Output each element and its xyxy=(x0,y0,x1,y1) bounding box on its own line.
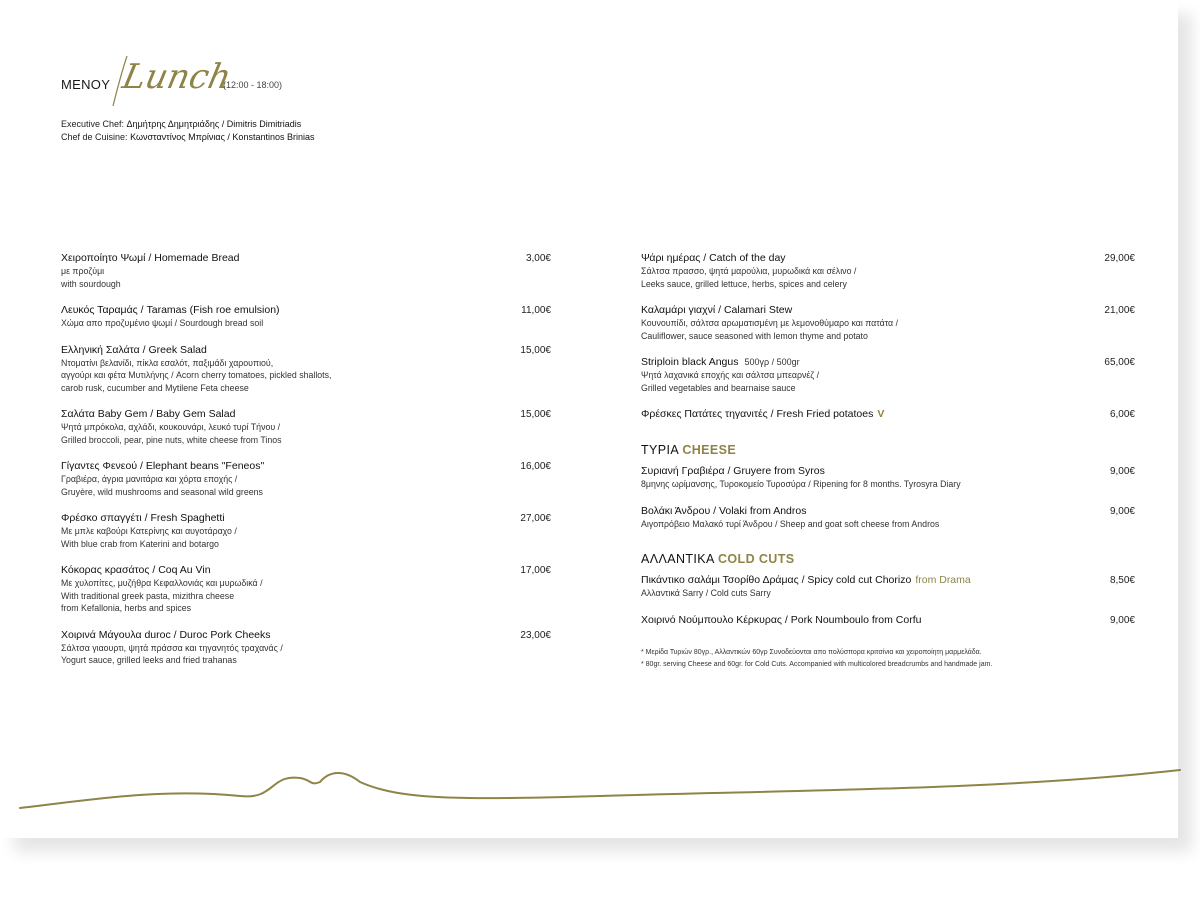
menu-item-name xyxy=(641,574,1135,587)
menu-item-title: Συριανή Γραβιέρα / Gruyere from Syros xyxy=(641,465,825,477)
menu-item-description: Σάλτσα πρασσο, ψητά μαρούλια, μυρωδικά και σέλινο / xyxy=(641,266,857,276)
menu-item xyxy=(641,614,1135,627)
menu-item-title: Βολάκι Άνδρου / Volaki from Andros xyxy=(641,504,807,517)
menu-item-price: 21,00€ xyxy=(1104,305,1135,316)
menu-item-name xyxy=(61,304,551,317)
executive-chef-name: Δημήτρης Δημητριάδης / Dimitris Dimitriadis xyxy=(126,119,302,129)
menu-item-name xyxy=(641,304,1135,317)
cheese-section-title xyxy=(641,443,1135,457)
menu-item-name xyxy=(61,252,551,265)
lunch-hours: (12:00 - 18:00) xyxy=(223,80,283,90)
menu-item-price: 9,00€ xyxy=(1109,505,1135,517)
menu-item xyxy=(641,252,1135,290)
menu-item-price: 16,00€ xyxy=(520,461,551,472)
menu-item-description: Ψητά μπρόκολα, αχλάδι, κουκουνάρι, λευκό τυρί Τήνου / xyxy=(61,422,281,432)
menu-item-name xyxy=(61,408,551,421)
menu-item xyxy=(61,512,551,550)
menu-item-title: Κόκορας κρασάτος / Coq Au Vin xyxy=(61,564,211,576)
menu-item-description: 8μηνης ωρίμανσης, Τυροκομείο Τυροσύρα / Ripening for 8 months. Tyrosyra Diary xyxy=(641,479,961,489)
footnote-greek: * Μερίδα Τυριών 80γρ., Αλλαντικών 60γρ Συνοδεύονται απο πολύσπορα κριτσίνια και χειροποίητη μαρμελάδα. xyxy=(641,648,982,656)
menu-item-description: Yogurt sauce, grilled leeks and fried trahanas xyxy=(61,655,237,665)
menu-item xyxy=(61,304,551,330)
chef-de-cuisine-line xyxy=(61,131,314,144)
menu-item-name xyxy=(61,564,551,577)
menu-item-name xyxy=(641,252,1135,265)
menu-item-description: Σάλτσα γιαουρτι, ψητά πράσσα και τηγανητός τραχανάς / xyxy=(61,642,283,653)
menu-item-name xyxy=(61,629,551,642)
lunch-script-text: Lunch xyxy=(119,57,235,97)
menu-item-description: with sourdough xyxy=(61,278,121,289)
menu-item xyxy=(641,465,1135,491)
menu-item xyxy=(641,574,1135,600)
executive-chef-line xyxy=(61,118,314,131)
left-menu-column xyxy=(61,252,551,681)
menu-item-price: 3,00€ xyxy=(525,253,551,264)
cheese-title-gr: ΤΥΡΙΑ xyxy=(641,443,679,457)
menu-item-title: Σαλάτα Baby Gem / Baby Gem Salad xyxy=(61,408,236,420)
menu-item xyxy=(641,408,1135,421)
menu-item xyxy=(641,304,1135,342)
menu-item-description: Χώμα απο προζυμένιο ψωμί / Sourdough bread soil xyxy=(61,318,264,328)
coldcuts-section-title xyxy=(641,552,1135,566)
chef-de-cuisine-name: Κωνσταντίνος Μπρίνιας / Konstantinos Brinias xyxy=(130,132,315,142)
menu-item-description: Με χυλοπίτες, μυζήθρα Κεφαλλονιάς και μυρωδικά / xyxy=(61,578,263,588)
menu-item-title: Καλαμάρι γιαχνί / Calamari Stew xyxy=(641,304,793,316)
menu-item xyxy=(61,564,551,615)
menu-item-price: 17,00€ xyxy=(520,565,551,576)
footnote-english: * 80gr. serving Cheese and 60gr. for Cold Cuts. Accompanied with multicolored breadcrumbs and handmade jam. xyxy=(641,660,993,668)
cheese-title-en: CHEESE xyxy=(682,443,737,457)
menu-item-price: 15,00€ xyxy=(520,409,551,420)
menu-item xyxy=(61,344,551,395)
coldcuts-title-gr: ΑΛΛΑΝΤΙΚΑ xyxy=(641,552,715,566)
footnotes xyxy=(641,647,1135,671)
menu-item-name xyxy=(61,460,551,473)
menu-item-title: Φρέσκο σπαγγέτι / Fresh Spaghetti xyxy=(61,512,225,524)
menu-item-name xyxy=(641,356,1135,369)
executive-chef-label: Executive Chef: xyxy=(61,119,125,129)
menu-item-price: 65,00€ xyxy=(1104,357,1135,368)
menu-item-description: Grilled vegetables and bearnaise sauce xyxy=(641,382,796,393)
menu-item-description: carob rusk, cucumber and Mytilene Feta cheese xyxy=(61,382,249,393)
menu-item-name xyxy=(641,408,1135,421)
menu-item-name xyxy=(61,512,551,525)
menu-item xyxy=(61,629,551,667)
menu-item-price: 9,00€ xyxy=(1109,614,1135,626)
coldcuts-title-en: COLD CUTS xyxy=(717,552,795,566)
menu-item-description: With traditional greek pasta, mizithra cheese xyxy=(61,590,235,601)
menu-item-description: Ψητά λαχανικά εποχής και σάλτσα μπεαρνέζ / xyxy=(641,370,820,380)
menu-item-description: Leeks sauce, grilled lettuce, herbs, spices and celery xyxy=(641,278,847,289)
right-menu-column xyxy=(641,252,1135,671)
menu-item-description: Gruyère, wild mushrooms and seasonal wild greens xyxy=(61,486,263,497)
coldcuts-list xyxy=(641,574,1135,627)
cheese-list xyxy=(641,465,1135,530)
menu-item-origin: from Drama xyxy=(915,574,971,586)
menu-item-name xyxy=(641,465,1135,478)
menu-item-title: Striploin black Angus xyxy=(641,356,739,368)
menu-item-title: Λευκός Ταραμάς / Taramas (Fish roe emulsion) xyxy=(61,304,280,316)
menu-item-price: 6,00€ xyxy=(1109,409,1135,420)
menu-item-price: 8,50€ xyxy=(1109,575,1135,586)
decorative-wave-line xyxy=(0,760,1200,820)
menu-item-description: αγγούρι και φέτα Μυτιλήνης / Acorn cherry tomatoes, pickled shallots, xyxy=(61,370,332,380)
menu-item-description: Με μπλε καβούρι Κατερίνης και αυγοτάραχο / xyxy=(61,526,237,536)
mains-list xyxy=(641,252,1135,421)
menu-item-description: With blue crab from Katerini and botargo xyxy=(61,538,219,549)
menu-item-description: Ντοματίνι βελανίδι, πίκλα εσαλότ, παξιμάδι χαρουπιού, xyxy=(61,357,274,368)
menu-item-price: 11,00€ xyxy=(521,305,551,316)
menu-item-description: from Kefallonia, herbs and spices xyxy=(61,603,192,613)
menu-item xyxy=(641,356,1135,394)
menu-item xyxy=(61,252,551,290)
menu-item-price: 23,00€ xyxy=(520,629,551,641)
menu-item-price: 9,00€ xyxy=(1109,466,1135,477)
menu-item-title: Χοιρινό Νούμπουλο Κέρκυρας / Pork Noumboulo from Corfu xyxy=(641,613,922,626)
vegetarian-badge: V xyxy=(877,408,885,420)
menu-item-description: Cauliflower, sauce seasoned with lemon thyme and potato xyxy=(641,330,868,341)
menu-item-title: Χειροποίητο Ψωμί / Homemade Bread xyxy=(61,252,240,264)
menu-item-title: Πικάντικο σαλάμι Τσορίθο Δράμας / Spicy cold cut Chorizo xyxy=(641,574,912,586)
menu-item-description: Grilled broccoli, pear, pine nuts, white cheese from Tinos xyxy=(61,434,282,445)
menu-item xyxy=(61,460,551,498)
menu-item-price: 29,00€ xyxy=(1104,253,1135,264)
menu-item xyxy=(61,408,551,446)
menu-item-title: Φρέσκες Πατάτες τηγανιτές / Fresh Fried potatoes xyxy=(641,408,874,420)
menu-item-description: Γραβιέρα, άγρια μανιτάρια και χόρτα εποχής / xyxy=(61,474,238,484)
menu-item-name xyxy=(61,344,551,357)
menu-item-title: Γίγαντες Φενεού / Elephant beans "Feneos" xyxy=(61,460,265,472)
menu-item-description: Αλλαντικά Sarry / Cold cuts Sarry xyxy=(641,588,771,598)
menu-word: MENOY xyxy=(61,77,111,92)
menu-item-title: Χοιρινά Μάγουλα duroc / Duroc Pork Cheeks xyxy=(61,628,271,641)
menu-item-price: 27,00€ xyxy=(520,513,551,524)
menu-item-description: Κουνουπίδι, σάλτσα αρωματισμένη με λεμονοθύμαρο και πατάτα / xyxy=(641,318,899,328)
menu-item-description: με προζύμι xyxy=(61,266,105,276)
menu-item-price: 15,00€ xyxy=(520,344,551,356)
menu-item-description: Αιγοπρόβειο Μαλακό τυρί Άνδρου / Sheep and goat soft cheese from Andros xyxy=(641,518,940,529)
chef-credits xyxy=(61,118,314,144)
menu-item-title: Ελληνική Σαλάτα / Greek Salad xyxy=(61,343,207,356)
menu-item xyxy=(641,505,1135,531)
menu-item-name xyxy=(641,614,1135,627)
menu-item-name xyxy=(641,505,1135,518)
menu-item-weight: 500γρ / 500gr xyxy=(744,357,800,367)
chef-de-cuisine-label: Chef de Cuisine: xyxy=(61,132,128,142)
menu-item-title: Ψάρι ημέρας / Catch of the day xyxy=(641,252,786,264)
